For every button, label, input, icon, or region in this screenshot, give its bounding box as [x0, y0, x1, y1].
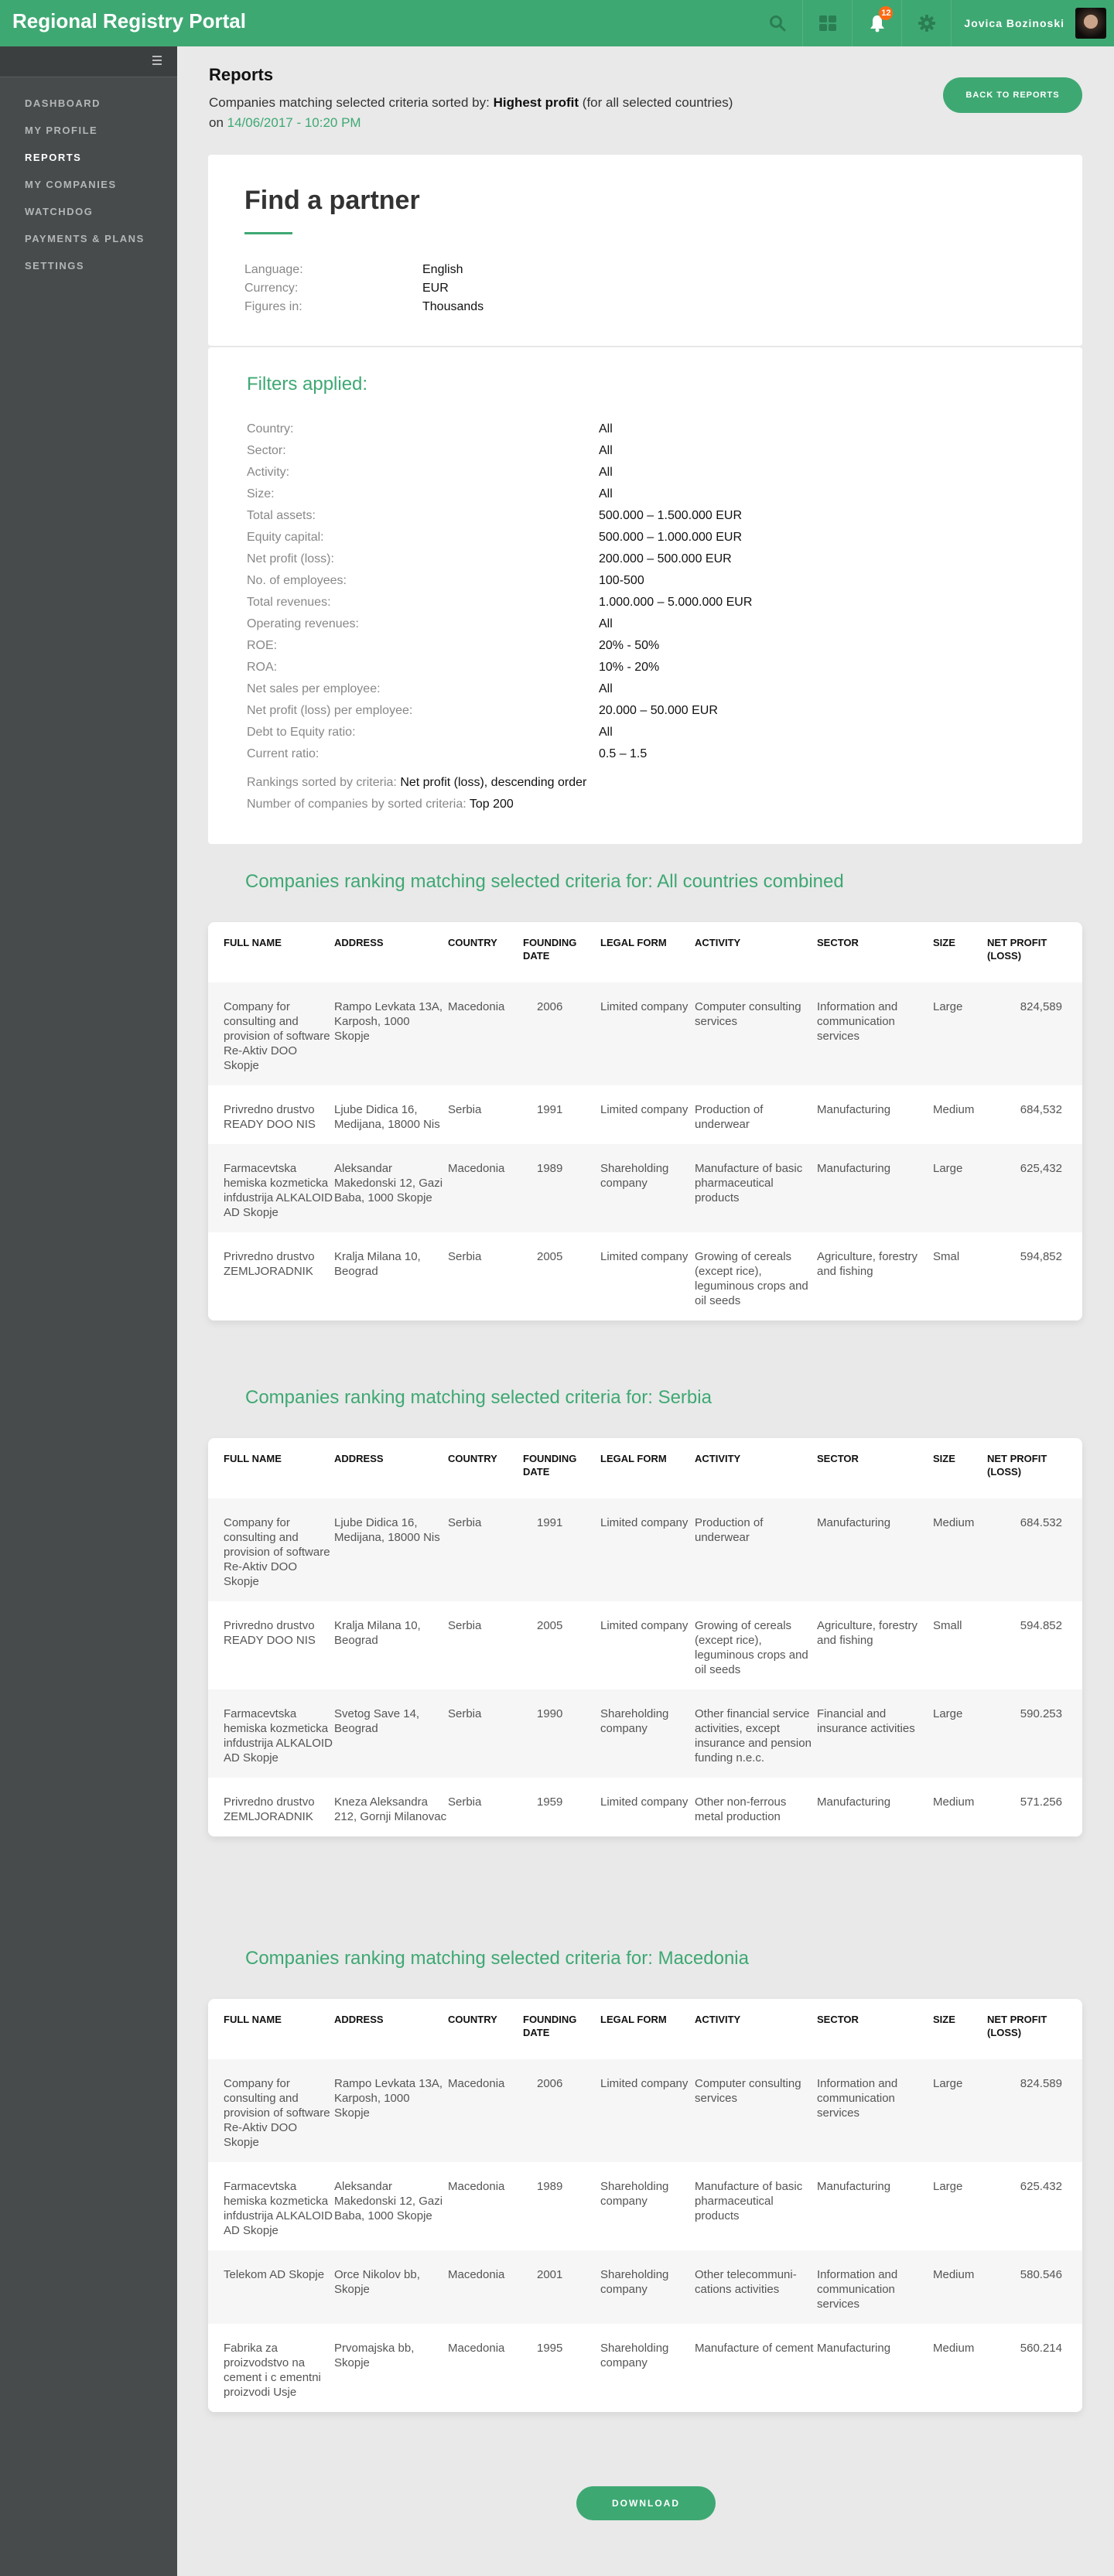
page-title: Reports [209, 65, 274, 84]
cell-country: Serbia [448, 1516, 482, 1529]
sidebar-item-my-companies[interactable]: MY COMPANIES [25, 179, 117, 190]
cell-size: Medium [933, 1516, 975, 1529]
filter-row [247, 574, 752, 596]
cell-net-profit: 824.589 [1020, 2077, 1062, 2090]
cell-sector: Information and communication services [817, 2268, 898, 2311]
cell-sector: Manufacturing [817, 1103, 891, 1116]
sidebar-item-my-profile[interactable]: MY PROFILE [25, 125, 98, 136]
cell-size: Smal [933, 1250, 960, 1263]
column-header-size[interactable]: SIZE [933, 2014, 955, 2025]
column-header-country[interactable]: COUNTRY [448, 2014, 497, 2025]
setting-value: Thousands [422, 300, 484, 313]
cell-size: Large [933, 1000, 963, 1013]
cell-address: Svetog Save 14, Beograd [334, 1707, 420, 1735]
column-header-net-profit[interactable]: NET PROFIT (LOSS) [987, 1453, 1047, 1478]
cell-legal-form: Limited company [600, 1000, 689, 1013]
setting-currency [244, 279, 484, 298]
filter-row [247, 487, 752, 509]
filter-row [247, 509, 752, 531]
cell-address: Kralja Milana 10, Beograd [334, 1619, 421, 1647]
cell-country: Macedonia [448, 2180, 505, 2193]
table-row[interactable] [208, 2162, 1082, 2250]
filter-value: 500.000 – 1.000.000 EUR [599, 531, 743, 544]
cell-legal-form: Shareholding company [600, 2268, 669, 2296]
cell-country: Macedonia [448, 1000, 505, 1013]
cell-sector: Manufacturing [817, 1795, 891, 1809]
sidebar-item-payments-plans[interactable]: PAYMENTS & PLANS [25, 233, 145, 244]
settings-button[interactable] [901, 0, 951, 46]
user-name: Jovica Bozinoski [964, 17, 1064, 29]
search-icon [769, 15, 786, 32]
cell-founding-date: 1991 [537, 1103, 563, 1116]
filter-label: No. of employees: [247, 574, 347, 587]
companies-table [208, 922, 1082, 1320]
filter-row [247, 531, 752, 552]
cell-size: Medium [933, 1795, 975, 1809]
cell-net-profit: 594,852 [1020, 1250, 1062, 1263]
cell-full-name: Company for consulting and provision of software Re-Aktiv DOO Skopje [224, 2077, 330, 2149]
filter-label: ROE: [247, 639, 278, 652]
table-row[interactable] [208, 1601, 1082, 1689]
cell-sector: Manufacturing [817, 1516, 891, 1529]
filter-value: 500.000 – 1.500.000 EUR [599, 509, 743, 522]
cell-country: Serbia [448, 1103, 482, 1116]
filter-label: Sector: [247, 444, 286, 457]
filter-label: ROA: [247, 661, 278, 674]
cell-size: Small [933, 1619, 962, 1632]
column-header-legal-form[interactable]: LEGAL FORM [600, 1453, 667, 1464]
cell-legal-form: Limited company [600, 1516, 689, 1529]
column-header-legal-form[interactable]: LEGAL FORM [600, 937, 667, 948]
table-row[interactable] [208, 1689, 1082, 1778]
setting-language [244, 261, 484, 279]
column-header-sector[interactable]: SECTOR [817, 937, 859, 948]
rankings-sorted [247, 772, 586, 794]
cell-sector: Financial and insurance activities [817, 1707, 915, 1735]
apps-grid-icon [819, 15, 836, 31]
cell-net-profit: 580.546 [1020, 2268, 1062, 2281]
filter-label: Activity: [247, 466, 290, 479]
filter-row [247, 726, 752, 747]
section-title-all: Companies ranking matching selected criteria for: All countries combined [245, 871, 844, 892]
setting-label: Currency: [244, 282, 299, 295]
column-header-founding-date[interactable]: FOUNDING DATE [523, 937, 577, 962]
cell-net-profit: 594.852 [1020, 1619, 1062, 1632]
cell-legal-form: Limited company [600, 2077, 689, 2090]
column-header-founding-date[interactable]: FOUNDING DATE [523, 1453, 577, 1478]
column-header-net-profit[interactable]: NET PROFIT (LOSS) [987, 2014, 1047, 2038]
notifications-button[interactable] [852, 0, 901, 46]
rankings-label: Rankings sorted by criteria: [247, 776, 401, 789]
cell-sector: Agriculture, forestry and fishing [817, 1250, 918, 1278]
cell-size: Large [933, 1707, 963, 1720]
top-bar [0, 0, 1114, 46]
cell-activity: Other non-ferrous metal production [695, 1795, 787, 1823]
filter-value: 10% - 20% [599, 661, 660, 674]
table-row[interactable] [208, 1498, 1082, 1601]
column-header-full-name[interactable]: FULL NAME [224, 1453, 282, 1464]
cell-size: Large [933, 2180, 963, 2193]
report-settings [244, 261, 484, 316]
filter-label: Country: [247, 422, 294, 436]
sidebar-nav [0, 77, 177, 287]
column-header-address[interactable]: ADDRESS [334, 1453, 384, 1464]
table-row[interactable] [208, 2059, 1082, 2162]
cell-country: Serbia [448, 1250, 482, 1263]
filter-label: Operating revenues: [247, 617, 359, 630]
filters-card [208, 347, 1082, 844]
cell-net-profit: 625.432 [1020, 2180, 1062, 2193]
cell-legal-form: Shareholding company [600, 2180, 669, 2208]
cell-size: Large [933, 2077, 963, 2090]
cell-full-name: Company for consulting and provision of software Re-Aktiv DOO Skopje [224, 1516, 330, 1588]
on-label: on [209, 115, 227, 130]
cell-founding-date: 2005 [537, 1250, 563, 1263]
cell-net-profit: 625,432 [1020, 1162, 1062, 1175]
cell-full-name: Fabrika za proizvodstvo na cement i c ementni proizvodi Usje [224, 2342, 321, 2399]
filter-label: Current ratio: [247, 747, 320, 760]
cell-founding-date: 2005 [537, 1619, 563, 1632]
report-subtitle [209, 93, 828, 133]
cell-net-profit: 684,532 [1020, 1103, 1062, 1116]
column-header-address[interactable]: ADDRESS [334, 937, 384, 948]
cell-size: Medium [933, 2342, 975, 2355]
companies-table [208, 1438, 1082, 1836]
filter-label: Net sales per employee: [247, 682, 381, 695]
cell-country: Macedonia [448, 2077, 505, 2090]
filter-value: 20.000 – 50.000 EUR [599, 704, 718, 717]
sidebar [0, 46, 177, 2576]
sidebar-header [0, 46, 177, 77]
filter-value: 200.000 – 500.000 EUR [599, 552, 732, 565]
download-button[interactable]: DOWNLOAD [576, 2486, 716, 2520]
sidebar-item-reports[interactable]: REPORTS [25, 152, 82, 163]
table-row[interactable] [208, 1232, 1082, 1320]
filters-list [247, 422, 752, 769]
cell-founding-date: 1990 [537, 1707, 563, 1720]
filter-label: Equity capital: [247, 531, 324, 544]
table-row[interactable] [208, 982, 1082, 1085]
cell-country: Macedonia [448, 1162, 505, 1175]
cell-address: Rampo Levkata 13A, Karposh, 1000 Skopje [334, 2077, 443, 2120]
cell-founding-date: 2001 [537, 2268, 563, 2281]
cell-founding-date: 1991 [537, 1516, 563, 1529]
cell-full-name: Privredno drustvo ZEMLJORADNIK [224, 1250, 315, 1278]
cell-address: Rampo Levkata 13A, Karposh, 1000 Skopje [334, 1000, 443, 1043]
column-header-legal-form[interactable]: LEGAL FORM [600, 2014, 667, 2025]
cell-sector: Manufacturing [817, 1162, 891, 1175]
filter-row [247, 639, 752, 661]
cell-activity: Manufacture of basic pharmaceutical products [695, 1162, 803, 1204]
setting-figures [244, 298, 484, 316]
cell-address: Aleksandar Makedonski 12, Gazi Baba, 1000 Skopje [334, 2180, 443, 2222]
sort-by-value: Highest profit [493, 95, 579, 110]
section-title-macedonia: Companies ranking matching selected criteria for: Macedonia [245, 1948, 749, 1969]
cell-sector: Information and communication services [817, 2077, 898, 2120]
cell-activity: Growing of cereals (except rice), leguminous crops and oil seeds [695, 1250, 808, 1307]
companies-count [247, 794, 586, 815]
top-actions [753, 0, 1114, 46]
table-row[interactable] [208, 1085, 1082, 1144]
ranking-info [247, 772, 586, 815]
cell-founding-date: 2006 [537, 1000, 563, 1013]
user-menu[interactable] [951, 0, 1114, 46]
filter-value: All [599, 617, 613, 630]
cell-address: Prvomajska bb, Skopje [334, 2342, 415, 2369]
count-value: Top 200 [469, 798, 514, 811]
filters-title: Filters applied: [247, 374, 368, 395]
cell-full-name: Farmacevtska hemiska kozmeticka infdustrija ALKALOID AD Skopje [224, 2180, 333, 2237]
cell-country: Serbia [448, 1707, 482, 1720]
filter-value: All [599, 466, 613, 479]
column-header-country[interactable]: COUNTRY [448, 937, 497, 948]
filter-value: 0.5 – 1.5 [599, 747, 648, 760]
filter-value: All [599, 444, 613, 457]
cell-founding-date: 1995 [537, 2342, 563, 2355]
search-button[interactable] [753, 0, 802, 46]
count-label: Number of companies by sorted criteria: [247, 798, 470, 811]
table-header-row [208, 1999, 1082, 2059]
filter-row [247, 661, 752, 682]
notification-badge: 12 [879, 6, 893, 20]
filter-label: Total revenues: [247, 596, 331, 609]
filter-label: Total assets: [247, 509, 316, 522]
cell-legal-form: Shareholding company [600, 1162, 669, 1190]
column-header-size[interactable]: SIZE [933, 1453, 955, 1464]
table-row[interactable] [208, 2324, 1082, 2412]
cell-legal-form: Shareholding company [600, 2342, 669, 2369]
cell-address: Kralja Milana 10, Beograd [334, 1250, 421, 1278]
filter-value: 100-500 [599, 574, 644, 587]
column-header-country[interactable]: COUNTRY [448, 1453, 497, 1464]
cell-activity: Other financial service activities, except insurance and pension funding n.e.c. [695, 1707, 812, 1765]
column-header-full-name[interactable]: FULL NAME [224, 2014, 282, 2025]
table-row[interactable] [208, 2250, 1082, 2324]
column-header-sector[interactable]: SECTOR [817, 2014, 859, 2025]
cell-net-profit: 824,589 [1020, 1000, 1062, 1013]
cell-address: Ljube Didica 16, Medijana, 18000 Nis [334, 1103, 440, 1131]
cell-full-name: Privredno drustvo READY DOO NIS [224, 1619, 316, 1647]
section-title-serbia: Companies ranking matching selected criteria for: Serbia [245, 1387, 712, 1408]
cell-legal-form: Limited company [600, 1795, 689, 1809]
rankings-value: Net profit (loss), descending order [400, 776, 587, 789]
cell-size: Large [933, 1162, 963, 1175]
cell-size: Medium [933, 1103, 975, 1116]
sidebar-item-dashboard[interactable]: DASHBOARD [25, 97, 101, 109]
column-header-activity[interactable]: ACTIVITY [695, 1453, 741, 1464]
setting-value: English [422, 263, 463, 276]
cell-founding-date: 1989 [537, 2180, 563, 2193]
cell-activity: Manufacture of basic pharmaceutical products [695, 2180, 803, 2222]
cell-full-name: Company for consulting and provision of software Re-Aktiv DOO Skopje [224, 1000, 330, 1072]
table-header-row [208, 1438, 1082, 1498]
column-header-sector[interactable]: SECTOR [817, 1453, 859, 1464]
cell-address: Aleksandar Makedonski 12, Gazi Baba, 1000 Skopje [334, 1162, 443, 1204]
cell-net-profit: 560.214 [1020, 2342, 1062, 2355]
filter-row [247, 552, 752, 574]
sidebar-item-watchdog[interactable]: WATCHDOG [25, 206, 94, 217]
cell-address: Kneza Aleksandra 212, Gornji Milanovac [334, 1795, 447, 1823]
cell-activity: Computer consulting services [695, 1000, 801, 1028]
filter-label: Debt to Equity ratio: [247, 726, 356, 739]
back-to-reports-button[interactable]: BACK TO REPORTS [943, 77, 1082, 113]
setting-label: Figures in: [244, 300, 302, 313]
cell-activity: Growing of cereals (except rice), leguminous crops and oil seeds [695, 1619, 808, 1676]
cell-founding-date: 1989 [537, 1162, 563, 1175]
cell-activity: Other telecommuni-cations activities [695, 2268, 797, 2296]
apps-button[interactable] [802, 0, 852, 46]
column-header-net-profit[interactable]: NET PROFIT (LOSS) [987, 937, 1047, 962]
column-header-full-name[interactable]: FULL NAME [224, 937, 282, 948]
filter-row [247, 682, 752, 704]
cell-legal-form: Limited company [600, 1619, 689, 1632]
table-row[interactable] [208, 1144, 1082, 1232]
column-header-size[interactable]: SIZE [933, 937, 955, 948]
cell-full-name: Farmacevtska hemiska kozmeticka infdustrija ALKALOID AD Skopje [224, 1707, 333, 1765]
filter-value: All [599, 726, 613, 739]
subtitle-suffix: (for all selected countries) [579, 95, 733, 110]
cell-activity: Production of underwear [695, 1516, 764, 1544]
cell-address: Ljube Didica 16, Medijana, 18000 Nis [334, 1516, 440, 1544]
filter-row [247, 444, 752, 466]
setting-label: Language: [244, 263, 303, 276]
find-partner-card [208, 155, 1082, 347]
table-header-row [208, 922, 1082, 982]
cell-sector: Manufacturing [817, 2342, 891, 2355]
cell-size: Medium [933, 2268, 975, 2281]
app-title[interactable]: Regional Registry Portal [12, 9, 246, 32]
title-underline [244, 232, 292, 234]
filter-label: Net profit (loss) per employee: [247, 704, 413, 717]
cell-full-name: Farmacevtska hemiska kozmeticka infdustrija ALKALOID AD Skopje [224, 1162, 333, 1219]
cell-address: Orce Nikolov bb, Skopje [334, 2268, 420, 2296]
filter-row [247, 704, 752, 726]
cell-country: Macedonia [448, 2342, 505, 2355]
cell-legal-form: Limited company [600, 1250, 689, 1263]
gear-icon [918, 15, 935, 32]
cell-net-profit: 684.532 [1020, 1516, 1062, 1529]
filter-value: All [599, 487, 613, 501]
cell-sector: Manufacturing [817, 2180, 891, 2193]
filter-row [247, 617, 752, 639]
filter-row [247, 747, 752, 769]
table-row[interactable] [208, 1778, 1082, 1836]
filter-row [247, 466, 752, 487]
cell-legal-form: Limited company [600, 1103, 689, 1116]
filter-label: Net profit (loss): [247, 552, 334, 565]
cell-country: Macedonia [448, 2268, 505, 2281]
filter-value: 1.000.000 – 5.000.000 EUR [599, 596, 753, 609]
cell-country: Serbia [448, 1619, 482, 1632]
cell-legal-form: Shareholding company [600, 1707, 669, 1735]
sidebar-item-settings[interactable]: SETTINGS [25, 260, 85, 272]
column-header-activity[interactable]: ACTIVITY [695, 2014, 741, 2025]
cell-sector: Information and communication services [817, 1000, 898, 1043]
cell-activity: Computer consulting services [695, 2077, 801, 2105]
ranking-table-all [208, 922, 1082, 1320]
ranking-table-serbia [208, 1438, 1082, 1836]
ranking-table-macedonia [208, 1999, 1082, 2412]
cell-sector: Agriculture, forestry and fishing [817, 1619, 918, 1647]
filter-value: All [599, 682, 613, 695]
find-partner-title: Find a partner [244, 186, 420, 215]
subtitle-prefix: Companies matching selected criteria sorted by: [209, 95, 494, 110]
cell-activity: Manufacture of cement [695, 2342, 814, 2355]
cell-net-profit: 590.253 [1020, 1707, 1062, 1720]
companies-table [208, 1999, 1082, 2412]
column-header-activity[interactable]: ACTIVITY [695, 937, 741, 948]
filter-label: Size: [247, 487, 275, 501]
cell-activity: Production of underwear [695, 1103, 764, 1131]
setting-value: EUR [422, 282, 449, 295]
cell-country: Serbia [448, 1795, 482, 1809]
column-header-address[interactable]: ADDRESS [334, 2014, 384, 2025]
filter-row [247, 422, 752, 444]
menu-icon[interactable] [152, 56, 162, 65]
filter-value: All [599, 422, 613, 436]
column-header-founding-date[interactable]: FOUNDING DATE [523, 2014, 577, 2038]
report-date: 14/06/2017 - 10:20 PM [227, 115, 361, 130]
filter-row [247, 596, 752, 617]
avatar [1075, 8, 1106, 39]
filter-value: 20% - 50% [599, 639, 660, 652]
cell-founding-date: 2006 [537, 2077, 563, 2090]
cell-full-name: Telekom AD Skopje [224, 2268, 325, 2281]
cell-full-name: Privredno drustvo ZEMLJORADNIK [224, 1795, 315, 1823]
cell-net-profit: 571.256 [1020, 1795, 1062, 1809]
cell-founding-date: 1959 [537, 1795, 563, 1809]
cell-full-name: Privredno drustvo READY DOO NIS [224, 1103, 316, 1131]
